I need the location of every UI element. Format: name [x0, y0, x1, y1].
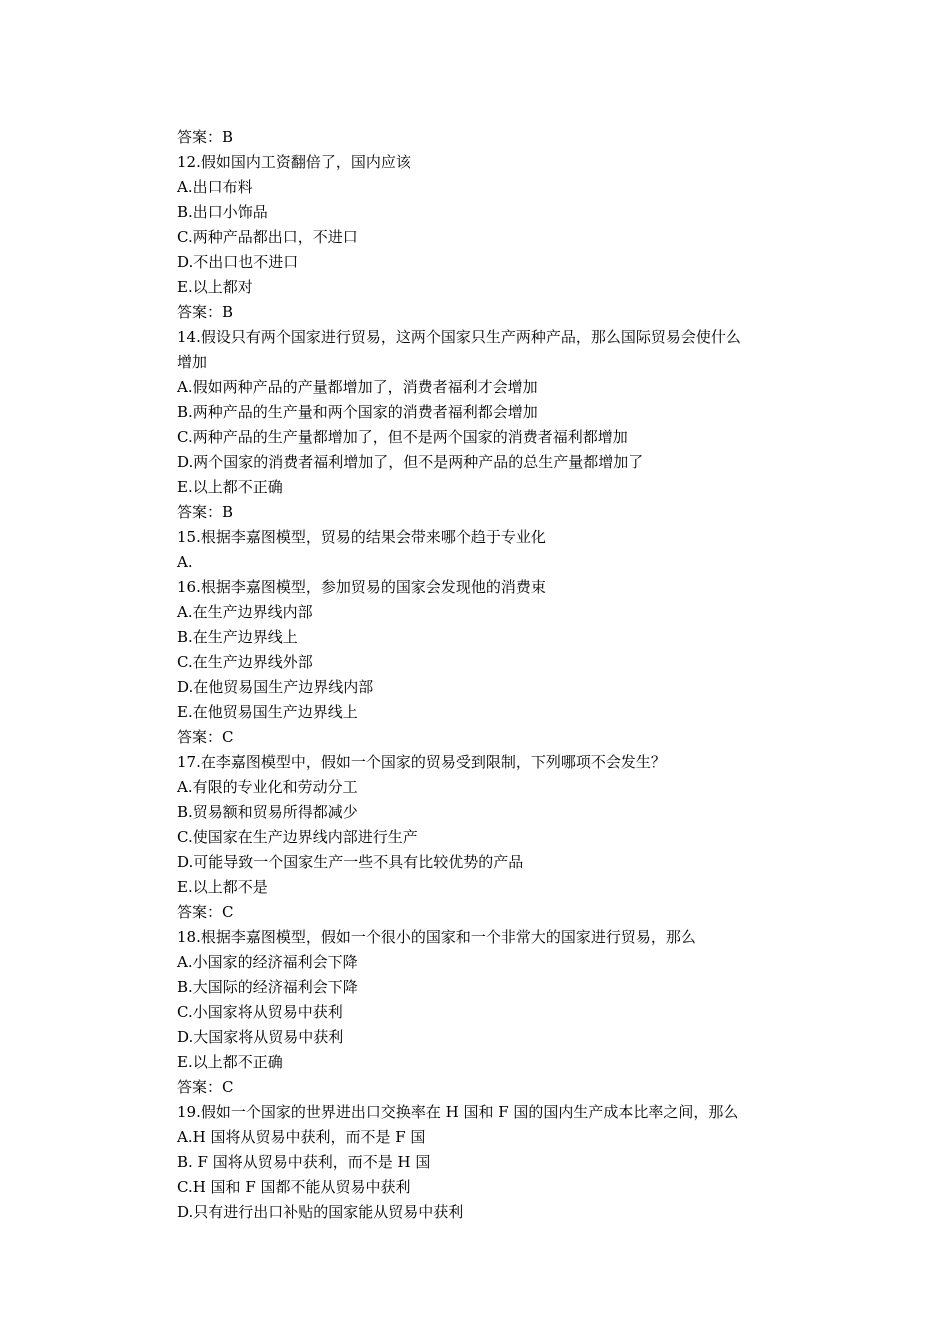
option-line: B.两种产品的生产量和两个国家的消费者福利都会增加 [177, 403, 538, 421]
option-line: A.在生产边界线内部 [177, 603, 313, 621]
option-line: D.两个国家的消费者福利增加了，但不是两种产品的总生产量都增加了 [177, 453, 644, 471]
option-line: C.两种产品的生产量都增加了，但不是两个国家的消费者福利都增加 [177, 428, 628, 446]
option-line: C.使国家在生产边界线内部进行生产 [177, 828, 418, 846]
document-body [177, 125, 827, 1225]
option-line: C.小国家将从贸易中获利 [177, 1003, 343, 1021]
question-18: 18.根据李嘉图模型，假如一个很小的国家和一个非常大的国家进行贸易，那么 [177, 928, 696, 946]
option-line: A.出口布料 [177, 178, 253, 196]
option-line: A.H 国将从贸易中获利，而不是 F 国 [177, 1128, 426, 1146]
option-line: B.大国际的经济福利会下降 [177, 978, 358, 996]
answer-line: 答案：B [177, 128, 234, 146]
option-line: C.H 国和 F 国都不能从贸易中获利 [177, 1178, 411, 1196]
answer-line: 答案：B [177, 503, 234, 521]
answer-line: 答案：C [177, 728, 234, 746]
question-17: 17.在李嘉图模型中，假如一个国家的贸易受到限制，下列哪项不会发生？ [177, 753, 666, 771]
option-line: B. F 国将从贸易中获利，而不是 H 国 [177, 1153, 431, 1171]
answer-line: 答案：C [177, 1078, 234, 1096]
option-line: A.有限的专业化和劳动分工 [177, 778, 358, 796]
option-line: D.只有进行出口补贴的国家能从贸易中获利 [177, 1203, 464, 1221]
option-line: E.以上都不正确 [177, 478, 283, 496]
option-line: A. [177, 553, 193, 571]
question-14: 14.假设只有两个国家进行贸易，这两个国家只生产两种产品，那么国际贸易会使什么 [177, 328, 741, 346]
question-15: 15.根据李嘉图模型，贸易的结果会带来哪个趋于专业化 [177, 528, 546, 546]
question-19: 19.假如一个国家的世界进出口交换率在 H 国和 F 国的国内生产成本比率之间，那么 [177, 1103, 739, 1121]
option-line: E.以上都对 [177, 278, 253, 296]
option-line: E.以上都不正确 [177, 1053, 283, 1071]
option-line: B.出口小饰品 [177, 203, 268, 221]
question-14-continued: 增加 [177, 353, 208, 371]
option-line: D.大国家将从贸易中获利 [177, 1028, 344, 1046]
question-16: 16.根据李嘉图模型，参加贸易的国家会发现他的消费束 [177, 578, 546, 596]
option-line: D.在他贸易国生产边界线内部 [177, 678, 374, 696]
option-line: C.在生产边界线外部 [177, 653, 313, 671]
answer-line: 答案：B [177, 303, 234, 321]
question-12: 12.假如国内工资翻倍了，国内应该 [177, 153, 411, 171]
option-line: D.不出口也不进口 [177, 253, 299, 271]
option-line: A.假如两种产品的产量都增加了，消费者福利才会增加 [177, 378, 538, 396]
option-line: D.可能导致一个国家生产一些不具有比较优势的产品 [177, 853, 524, 871]
option-line: E.以上都不是 [177, 878, 268, 896]
option-line: C.两种产品都出口，不进口 [177, 228, 358, 246]
option-line: B.在生产边界线上 [177, 628, 298, 646]
option-line: E.在他贸易国生产边界线上 [177, 703, 358, 721]
option-line: A.小国家的经济福利会下降 [177, 953, 358, 971]
option-line: B.贸易额和贸易所得都减少 [177, 803, 358, 821]
answer-line: 答案：C [177, 903, 234, 921]
